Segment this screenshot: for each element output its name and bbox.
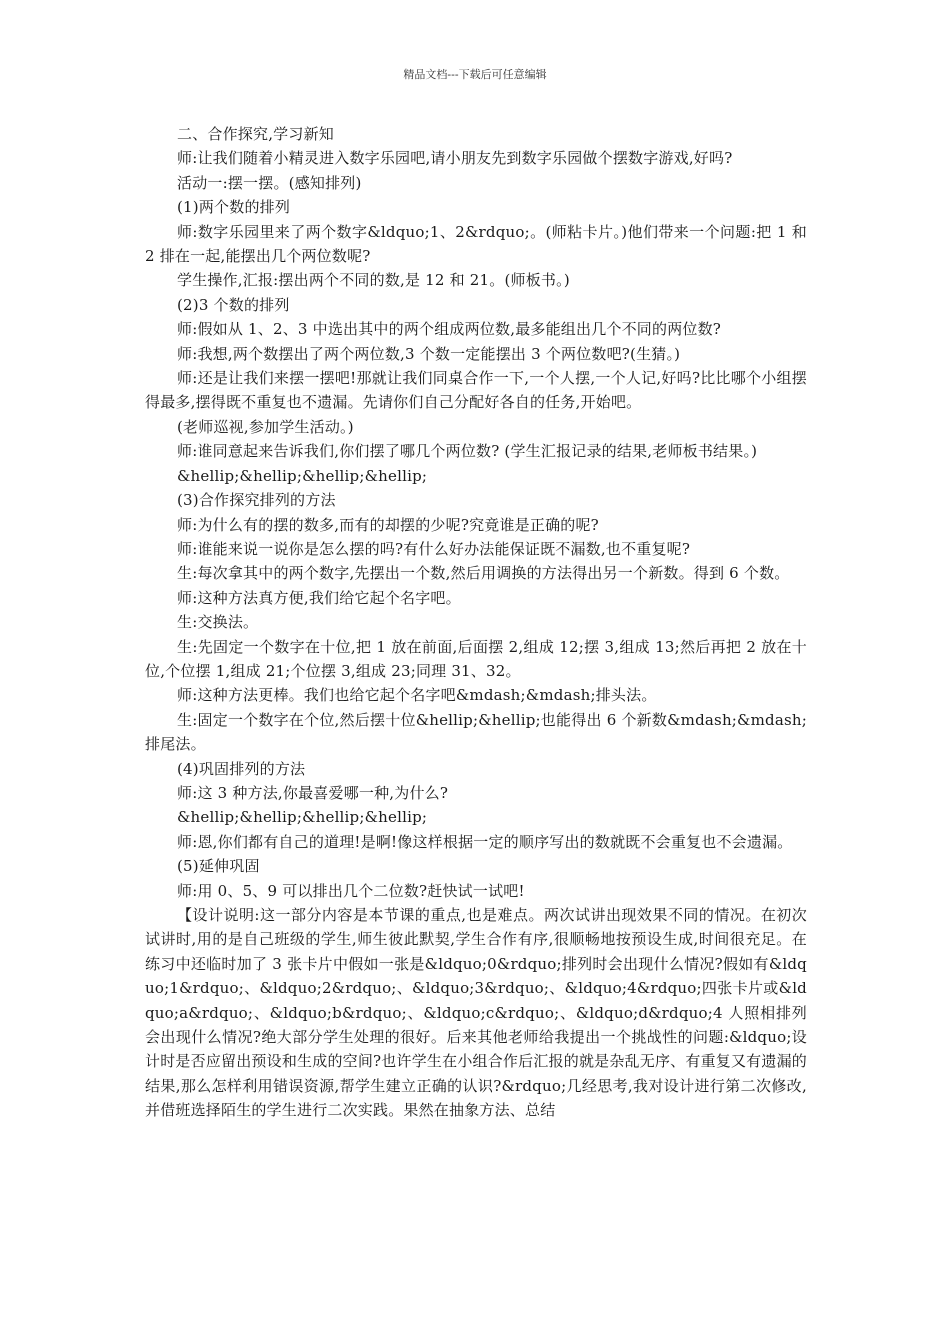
paragraph: 师:数字乐园里来了两个数字&ldquo;1、2&rdquo;。(师粘卡片。)他们带来一个问题:把 1 和 2 排在一起,能摆出几个两位数呢? [145,222,807,266]
paragraph: 生:先固定一个数字在十位,把 1 放在前面,后面摆 2,组成 12;摆 3,组成 13;然后再把 2 放在十位,个位摆 1,组成 21;个位摆 3,组成 23;同理 31、32。 [145,637,807,680]
paragraph: 师:这种方法真方便,我们给它起个名字吧。 [177,588,461,607]
paragraph: 师:用 0、5、9 可以排出几个二位数?赶快试一试吧! [177,881,525,900]
paragraph: 学生操作,汇报:摆出两个不同的数,是 12 和 21。(师板书。) [177,271,570,290]
paragraph: 师:这种方法更棒。我们也给它起个名字吧&mdash;&mdash;排头法。 [177,686,657,705]
paragraph: 师:谁能来说一说你是怎么摆的吗?有什么好办法能保证既不漏数,也不重复呢? [177,539,691,558]
paragraph: 师:还是让我们来摆一摆吧!那就让我们同桌合作一下,一个人摆,一个人记,好吗?比比哪个小组摆得最多,摆得既不重复也不遗漏。先请你们自己分配好各自的任务,开始吧。 [145,369,807,412]
ellipsis-line: &hellip;&hellip;&hellip;&hellip; [177,808,428,827]
subheading: (5)延伸巩固 [177,857,260,876]
paragraph: 师:假如从 1、2、3 中选出其中的两个组成两位数,最多能组出几个不同的两位数? [177,320,722,339]
subheading: (4)巩固排列的方法 [177,759,306,778]
ellipsis-line: &hellip;&hellip;&hellip;&hellip; [177,466,428,485]
subheading: (1)两个数的排列 [177,198,291,217]
paragraph: 师:这 3 种方法,你最喜爱哪一种,为什么? [177,783,449,802]
paragraph: 师:我想,两个数摆出了两个两位数,3 个数一定能摆出 3 个两位数吧?(生猜。) [177,344,681,363]
paragraph: 师:恩,你们都有自己的道理!是啊!像这样根据一定的顺序写出的数就既不会重复也不会遗漏。 [177,832,793,851]
activity-heading: 活动一:摆一摆。(感知排列) [177,173,362,192]
paragraph: 生:每次拿其中的两个数字,先摆出一个数,然后用调换的方法得出另一个新数。得到 6 个数。 [177,564,790,583]
document-body [145,122,807,1123]
paragraph: 生:交换法。 [177,613,259,632]
page-header: 精品文档---下载后可任意编辑 [403,68,547,81]
paragraph: 生:固定一个数字在个位,然后摆十位&hellip;&hellip;也能得出 6 个新数&mdash;&mdash;排尾法。 [145,710,807,754]
paragraph: 师:谁同意起来告诉我们,你们摆了哪几个两位数? (学生汇报记录的结果,老师板书结果。) [177,442,758,461]
design-note-paragraph: 【设计说明:这一部分内容是本节课的重点,也是难点。两次试讲出现效果不同的情况。在初次试讲时,用的是自己班级的学生,师生彼此默契,学生合作有序,很顺畅地按预设生成,时间很充足。在练习中还临时加了 3 张卡片中假如一张是&ldquo;0&rdquo;排列时会出现什么情况?假如有&ldquo;1&rdquo;、&ldquo;2&rdquo;、&ldquo;3&rdquo;、&ldquo;4&rdquo;四张卡片或&ldquo;a&rdquo;、&ldquo;b&rdquo;、&ldquo;c&rdquo;、&ldquo;d&rdquo;4 人照相排列会出现什么情况?绝大部分学生处理的很好。后来其他老师给我提出一个挑战性的问题:&ldquo;设计时是否应留出预设和生成的空间?也许学生在小组合作后汇报的就是杂乱无序、有重复又有遗漏的结果,那么怎样利用错误资源,帮学生建立正确的认识?&rdquo;几经思考,我对设计进行第二次修改,并借班选择陌生的学生进行二次实践。果然在抽象方法、总结 [145,906,807,1120]
paragraph: 师:让我们随着小精灵进入数字乐园吧,请小朋友先到数字乐园做个摆数字游戏,好吗? [177,149,733,168]
section-heading: 二、合作探究,学习新知 [177,125,334,143]
subheading: (3)合作探究排列的方法 [177,491,336,510]
paragraph: 师:为什么有的摆的数多,而有的却摆的少呢?究竟谁是正确的呢? [177,515,599,534]
paragraph: (老师巡视,参加学生活动。) [177,417,354,436]
subheading: (2)3 个数的排列 [177,295,290,314]
